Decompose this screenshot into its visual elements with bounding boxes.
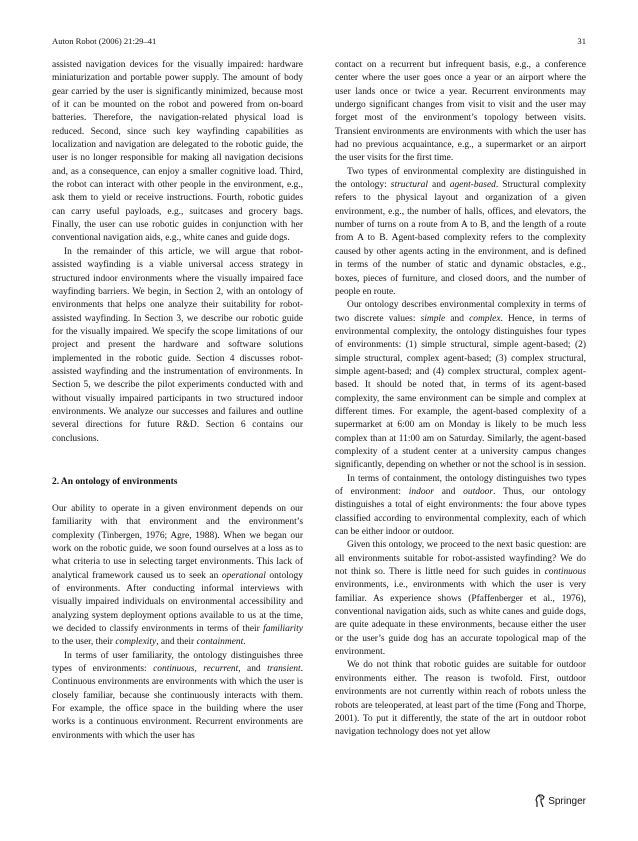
section-heading: 2. An ontology of environments: [52, 476, 178, 487]
paragraph: In terms of containment, the ontology distinguishes two types of environment: indoor and outdoor. Thus, our ontology distinguishes a total of eight environments: the four above types classified according to environmental complexity, each of which can be either indoor or outdoor.: [335, 473, 586, 538]
publisher-logo: [534, 793, 586, 809]
paragraph: Given this ontology, we proceed to the next basic question: are all environments suitable for robot-assisted wayfinding? We do not think so. There is little need for such guides in continuous environments, i.e., environments with which the user is very familiar. As experience shows (Pfaffenberger et al., 1976), conventional navigation aids, such as white canes and guide dogs, are quite adequate in these environments, because either the user or the user’s guide dog has an accurate topological map of the environment.: [335, 540, 586, 658]
running-header: [52, 36, 586, 48]
paragraph: Our ontology describes environmental complexity in terms of two discrete values: simple and complex. Hence, in terms of environmental complexity, the ontology distinguishes four types of environments: (1) simple structural, simple agent-based; (2) simple structural, complex agent-based; (3) complex structural, simple agent-based; and (4) complex structural, complex agent-based. It should be noted that, in terms of its agent-based complexity, the same environment can be simple and complex at different times. For example, the agent-based complexity of a supermarket at 6:00 am on Monday is likely to be much less complex than at 11:00 am on Saturday. Similarly, the agent-based complexity of a student center at a university campus changes significantly, depending on whether or not the school is in session.: [335, 300, 587, 471]
paragraph: Our ability to operate in a given environment depends on our familiarity with that environment and the environment’s complexity (Tinbergen, 1976; Agre, 1988). When we began our work on the robotic guide, we soon found ourselves at a loss as to what criteria to use in selecting target environments. This lack of analytical framework caused us to seek an operational ontology of environments. After conducting informal interviews with visually impaired individuals on environmental accessibility and analyzing system deployment options available to us at the time, we decided to classify environments in terms of their familiarity to the user, their complexity, and their containment.: [52, 503, 303, 648]
left-column: [52, 59, 303, 743]
publisher-name: Springer: [548, 795, 586, 807]
right-column: [335, 59, 586, 740]
journal-citation: Auton Robot (2006) 21:29–41: [52, 36, 157, 46]
paragraph: assisted navigation devices for the visually impaired: hardware miniaturization and portable power supply. The amount of body gear carried by the user is significantly minimized, because most of it can be mounted on the robot and powered from on-board batteries. Therefore, the navigation-related physical load is reduced. Second, since such key wayfinding capabilities as localization and navigation are delegated to the robotic guide, the user is no longer responsible for making all navigation decisions and, as a consequence, can enjoy a smaller cognitive load. Third, the robot can interact with other people in the environment, e.g., ask them to yield or receive instructions. Fourth, robotic guides can carry useful payloads, e.g., suitcases and grocery bags. Finally, the user can use robotic guides in conjunction with her conventional navigation aids, e.g., white canes and guide dogs.: [52, 60, 303, 244]
paragraph: We do not think that robotic guides are suitable for outdoor environments either. The reason is twofold. First, outdoor environments are not currently within reach of robots unless the robots are teleoperated, at least part of the time (Fong and Thorpe, 2001). To put it differently, the state of the art in outdoor robot navigation technology does not yet allow: [335, 660, 586, 738]
paragraph: Two types of environmental complexity are distinguished in the ontology: structural and agent-based. Structural complexity refers to the physical layout and organization of a given environment, e.g., the number of halls, offices, and elevators, the number of turns on a route from A to B, and the length of a route from A to B. Agent-based complexity refers to the complexity caused by other agents acting in the environment, and is defined in terms of the number of static and dynamic obstacles, e.g., boxes, pieces of furniture, and closed doors, and the number of people en route.: [335, 166, 586, 297]
page-number: 31: [577, 36, 586, 46]
paragraph: In terms of user familiarity, the ontology distinguishes three types of environments: continuous, recurrent, and transient. Continuous environments are environments with which the user is closely familiar, because she continuously interacts with them. For example, the office space in the building where the user works is a continuous environment. Recurrent environments are environments with which the user has: [52, 650, 303, 741]
paragraph: contact on a recurrent but infrequent basis, e.g., a conference center where the user goes once a year or an airport where the user lands once or twice a year. Recurrent environments may undergo significant changes from visit to visit and the user may forget most of the environment’s topology between visits. Transient environments are environments with which the user has had no previous acquaintance, e.g., a supermarket or an airport the user visits for the first time.: [335, 60, 586, 164]
springer-horse-icon: [534, 794, 546, 808]
paragraph: In the remainder of this article, we will argue that robot-assisted wayfinding is a viable universal access strategy in structured indoor environments where the visually impaired face wayfinding barriers. We begin, in Section 2, with an ontology of environments that helps one analyze their suitability for robot-assisted wayfinding. In Section 3, we describe our robotic guide for the visually impaired. We specify the scope limitations of our project and present the hardware and software solutions implemented in the robotic guide. Section 4 discusses robot-assisted wayfinding and the instrumentation of environments. In Section 5, we describe the pilot experiments conducted with and without visually impaired participants in two structured indoor environments. We analyze our successes and failures and outline several directions for future R&D. Section 6 contains our conclusions.: [52, 246, 303, 444]
